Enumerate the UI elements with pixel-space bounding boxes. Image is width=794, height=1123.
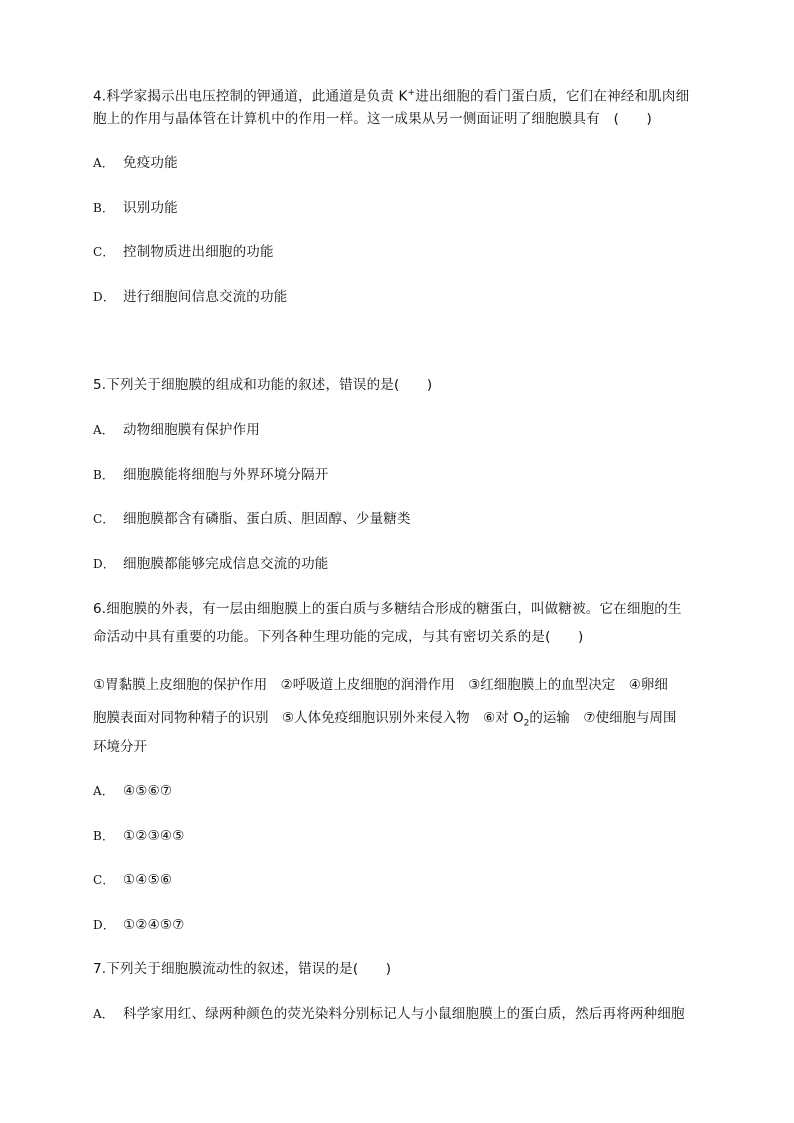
option-text: ①④⑤⑥ — [123, 872, 173, 888]
q4-option-d — [93, 284, 705, 310]
q6-stem-line1: 6.细胞膜的外表，有一层由细胞膜上的蛋白质与多糖结合形成的糖蛋白，叫做糖被。它在细胞的生 — [93, 601, 682, 617]
option-letter: D． — [93, 557, 116, 571]
q5-option-d — [93, 551, 705, 577]
option-letter: C． — [93, 245, 115, 259]
q6-statements-line1: ①胃黏膜上皮细胞的保护作用 ②呼吸道上皮细胞的润滑作用 ③红细胞膜上的血型决定 ④卵细 — [93, 677, 668, 693]
q6-statements-line3: 环境分开 — [93, 739, 147, 755]
option-letter: B． — [93, 201, 115, 215]
q6-option-a — [93, 778, 705, 804]
option-text: 细胞膜能将细胞与外界环境分隔开 — [123, 467, 329, 483]
q6-option-c — [93, 867, 705, 893]
q4-option-a — [93, 150, 705, 176]
option-text: ①②③④⑤ — [123, 828, 185, 844]
option-text: 科学家用红、绿两种颜色的荧光染料分别标记人与小鼠细胞膜上的蛋白质，然后再将两种细胞 — [123, 1006, 685, 1022]
option-letter: C． — [93, 512, 115, 526]
option-letter: A． — [93, 423, 115, 437]
q6-option-d — [93, 912, 705, 938]
option-letter: D． — [93, 290, 116, 304]
option-letter: B． — [93, 829, 115, 843]
q7-stem: 7.下列关于细胞膜流动性的叙述，错误的是( ) — [93, 961, 392, 977]
statement-text: 的运输 ⑦使细胞与周围 — [529, 710, 677, 726]
option-text: 免疫功能 — [123, 155, 178, 171]
q6-option-b — [93, 823, 705, 849]
q6-stem-line2: 命活动中具有重要的功能。下列各种生理功能的完成，与其有密切关系的是( ) — [93, 629, 584, 645]
option-text: ①②④⑤⑦ — [123, 917, 185, 933]
q4-option-b — [93, 195, 705, 221]
subscript: 2 — [523, 718, 530, 729]
option-text: 动物细胞膜有保护作用 — [123, 422, 260, 438]
q4-stem-text: 4.科学家揭示出电压控制的钾通道，此通道是负责 K — [93, 88, 408, 105]
q4-stem-line2: 胞上的作用与晶体管在计算机中的作用一样。这一成果从另一侧面证明了细胞膜具有 ( ) — [93, 111, 652, 127]
option-text: 细胞膜都能够完成信息交流的功能 — [123, 556, 329, 572]
option-letter: A． — [93, 784, 115, 798]
option-letter: A． — [93, 1007, 115, 1021]
option-text: 识别功能 — [123, 200, 178, 216]
option-text: 进行细胞间信息交流的功能 — [123, 289, 288, 305]
q4-option-c — [93, 239, 705, 265]
q5-option-b — [93, 462, 705, 488]
option-letter: C． — [93, 873, 115, 887]
option-letter: A． — [93, 156, 115, 170]
statement-text: 胞膜表面对同物种精子的识别 ⑤人体免疫细胞识别外来侵入物 ⑥对 O — [93, 710, 524, 726]
q5-option-c — [93, 506, 705, 532]
superscript: + — [407, 88, 416, 98]
q4-stem-text: 进出细胞的看门蛋白质，它们在神经和肌肉细 — [415, 88, 690, 105]
q5-stem: 5.下列关于细胞膜的组成和功能的叙述，错误的是( ) — [93, 377, 433, 393]
q7-option-a — [93, 1001, 705, 1027]
option-text: 细胞膜都含有磷脂、蛋白质、胆固醇、少量糖类 — [123, 511, 411, 527]
option-letter: B． — [93, 468, 115, 482]
option-text: ④⑤⑥⑦ — [123, 783, 173, 799]
option-text: 控制物质进出细胞的功能 — [123, 244, 274, 260]
option-letter: D． — [93, 918, 116, 932]
q5-option-a — [93, 417, 705, 443]
